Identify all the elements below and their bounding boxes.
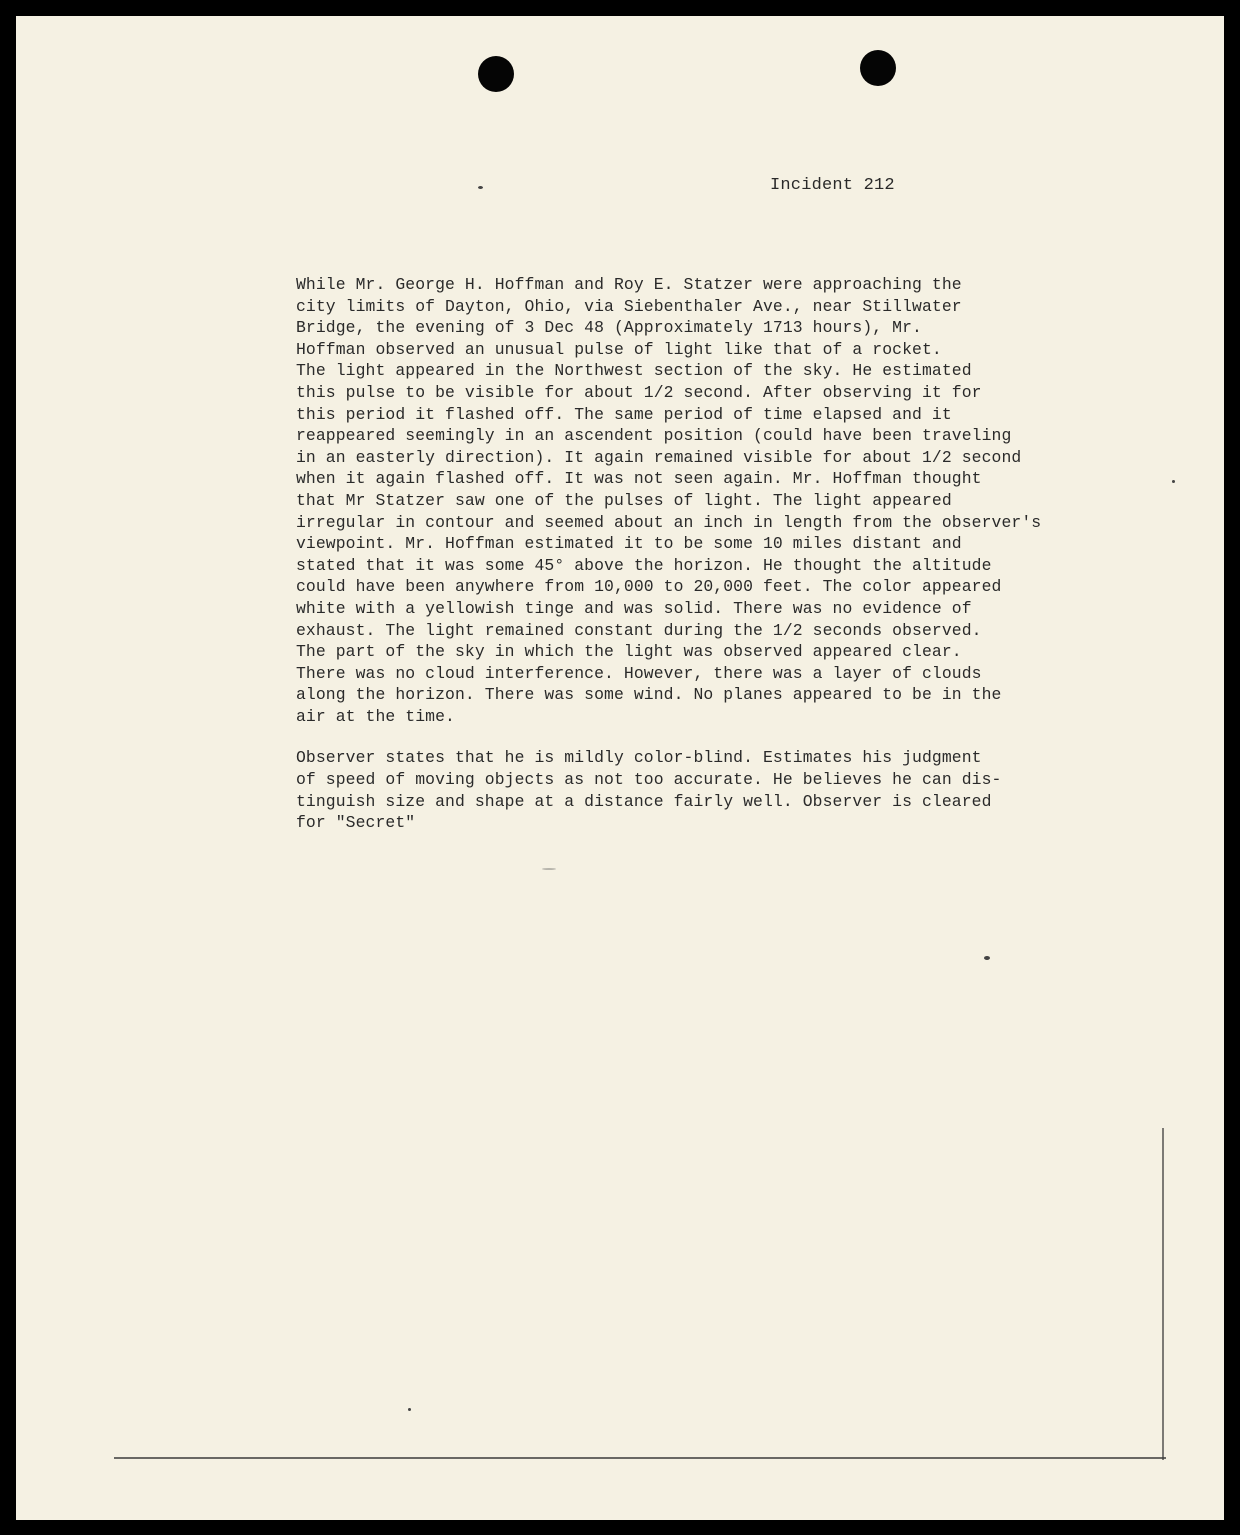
text-line: this period it flashed off. The same period of time elapsed and it (296, 404, 952, 424)
document-page (16, 16, 1224, 1520)
ink-speck (408, 1408, 411, 1411)
text-line: that Mr Statzer saw one of the pulses of light. The light appeared (296, 490, 952, 510)
text-line: While Mr. George H. Hoffman and Roy E. Statzer were approaching the (296, 275, 962, 294)
right-rule-line (1162, 1128, 1164, 1460)
ink-speck (478, 186, 483, 189)
text-line: Hoffman observed an unusual pulse of light like that of a rocket. (296, 339, 942, 359)
report-paragraph-1 (296, 274, 1116, 727)
text-line: The part of the sky in which the light was observed appeared clear. (296, 642, 962, 662)
incident-heading: Incident 212 (770, 176, 895, 195)
text-line: for "Secret" (296, 813, 416, 833)
paragraph-gap (296, 727, 1116, 747)
ink-speck (984, 956, 990, 960)
text-line: white with a yellowish tinge and was solid. There was no evidence of (296, 598, 972, 618)
text-line: There was no cloud interference. However, there was a layer of clouds (296, 663, 982, 683)
text-line: exhaust. The light remained constant during the 1/2 seconds observed. (296, 620, 982, 640)
punch-hole-left (478, 56, 514, 92)
text-line: along the horizon. There was some wind. No planes appeared to be in the (296, 685, 1002, 705)
text-line: in an easterly direction). It again remained visible for about 1/2 second (296, 447, 1022, 467)
bottom-rule-line (114, 1457, 1166, 1459)
ink-speck (1172, 480, 1175, 483)
text-line: viewpoint. Mr. Hoffman estimated it to be some 10 miles distant and (296, 534, 962, 554)
text-line: stated that it was some 45° above the horizon. He thought the altitude (296, 555, 992, 575)
text-line: The light appeared in the Northwest section of the sky. He estimated (296, 361, 972, 381)
punch-hole-right (860, 50, 896, 86)
text-line: reappeared seemingly in an ascendent position (could have been traveling (296, 426, 1012, 446)
text-line: Observer states that he is mildly color-blind. Estimates his judgment (296, 748, 982, 768)
text-line: this pulse to be visible for about 1/2 second. After observing it for (296, 382, 982, 402)
text-line: air at the time. (296, 706, 455, 726)
report-body (296, 274, 1116, 834)
text-line: of speed of moving objects as not too accurate. He believes he can dis- (296, 770, 1002, 790)
text-line: Bridge, the evening of 3 Dec 48 (Approximately 1713 hours), Mr. (296, 318, 922, 338)
text-line: could have been anywhere from 10,000 to 20,000 feet. The color appeared (296, 577, 1002, 597)
report-paragraph-2 (296, 747, 1116, 833)
text-line: tinguish size and shape at a distance fairly well. Observer is cleared (296, 791, 992, 811)
text-line: irregular in contour and seemed about an inch in length from the observer's (296, 512, 1042, 532)
text-line: city limits of Dayton, Ohio, via Siebenthaler Ave., near Stillwater (296, 296, 962, 316)
ink-speck (542, 868, 556, 870)
text-line: when it again flashed off. It was not seen again. Mr. Hoffman thought (296, 469, 982, 489)
